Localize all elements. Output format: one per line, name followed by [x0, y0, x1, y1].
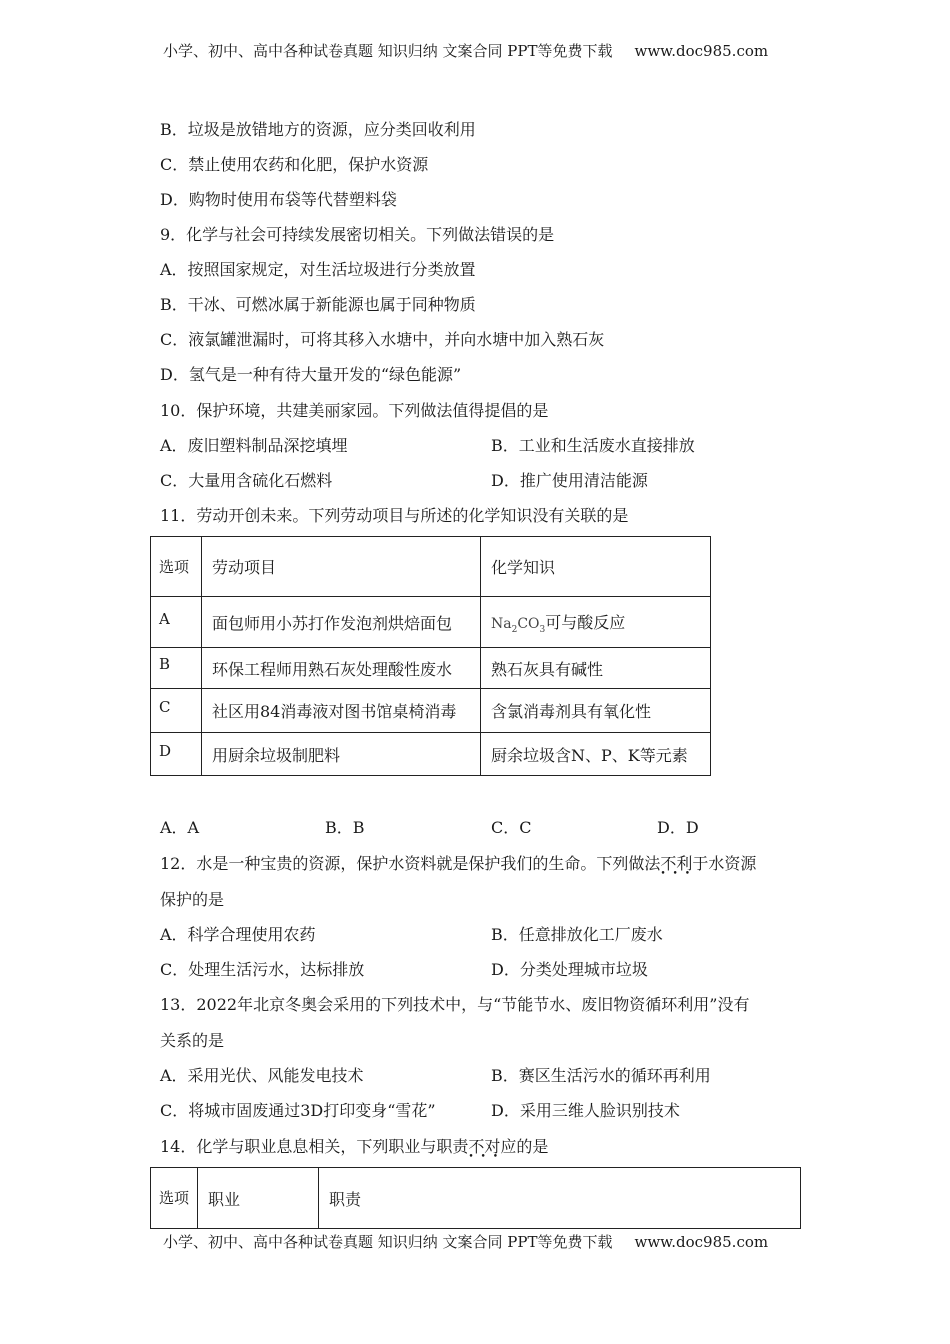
row-item: 社区用84消毒液对图书馆桌椅消毒 — [202, 689, 481, 733]
row-knowledge: 含氯消毒剂具有氧化性 — [481, 689, 711, 733]
row-item: 面包师用小苏打作发泡剂烘焙面包 — [202, 597, 481, 648]
header-text: 小学、初中、高中各种试卷真题 知识归纳 文案合同 PPT等免费下载 — [163, 42, 613, 60]
header-option: 选项 — [159, 557, 190, 576]
q9-option-a: A．按照国家规定，对生活垃圾进行分类放置 — [160, 260, 476, 279]
q12-stem: 12．水是一种宝贵的资源，保护水资料就是保护我们的生命。下列做法不利于 • • •水资源 — [160, 851, 756, 874]
row-item: 用厨余垃圾制肥料 — [202, 733, 481, 776]
table-header-cell: 职责 — [319, 1168, 801, 1229]
q12-option-c: C．处理生活污水，达标排放 — [160, 960, 365, 979]
table-row — [151, 648, 711, 689]
chem-formula: $Na_2CO_3$ — [491, 615, 546, 635]
table-header-row — [151, 537, 711, 597]
q8-option-c: C．禁止使用农药和化肥，保护水资源 — [160, 155, 429, 174]
q13-stem: 13．2022年北京冬奥会采用的下列技术中，与“节能节水、废旧物资循环利用”没有 — [160, 995, 750, 1014]
emphasis-text: 不对应 • • • — [468, 1134, 516, 1157]
header-labor: 劳动项目 — [212, 558, 277, 577]
table-header-cell: 职业 — [198, 1168, 319, 1229]
table-header-row — [151, 1168, 801, 1229]
row-option: D — [151, 733, 202, 776]
table-row — [151, 597, 711, 648]
q9-stem: 9．化学与社会可持续发展密切相关。下列做法错误的是 — [160, 225, 555, 244]
table-header-cell: 选项 — [151, 1168, 198, 1229]
q13-stem-line2: 关系的是 — [160, 1031, 225, 1050]
q14-table — [150, 1167, 801, 1229]
q9-option-d: D．氢气是一种有待大量开发的“绿色能源” — [160, 365, 462, 384]
row-knowledge: $Na_2CO_3$可与酸反应 — [481, 597, 711, 648]
q9-option-b: B．干冰、可燃冰属于新能源也属于同种物质 — [160, 295, 476, 314]
q10-option-c: C．大量用含硫化石燃料 — [160, 471, 333, 490]
row-item: 环保工程师用熟石灰处理酸性废水 — [202, 648, 481, 689]
header-knowledge: 化学知识 — [491, 558, 556, 577]
row-option: C — [151, 689, 202, 733]
q8-option-d: D．购物时使用布袋等代替塑料袋 — [160, 190, 397, 209]
q12-option-b: B．任意排放化工厂废水 — [491, 925, 663, 944]
q13-option-a: A．采用光伏、风能发电技术 — [160, 1066, 364, 1085]
q11-option-d: D．D — [657, 818, 699, 837]
q12-stem-line2: 保护的是 — [160, 890, 225, 909]
q13-option-c: C．将城市固废通过3D打印变身“雪花” — [160, 1101, 436, 1120]
q14-stem: 14．化学与职业息息相关，下列职业与职责不对应 • • •的是 — [160, 1134, 548, 1157]
q10-option-b: B．工业和生活废水直接排放 — [491, 436, 695, 455]
q11-option-b: B．B — [325, 818, 365, 837]
header-url[interactable]: www.doc985.com — [634, 42, 769, 60]
q10-option-a: A．废旧塑料制品深挖填埋 — [160, 436, 348, 455]
q9-option-c: C．液氯罐泄漏时，可将其移入水塘中，并向水塘中加入熟石灰 — [160, 330, 605, 349]
row-option: A — [151, 597, 202, 648]
page-footer — [163, 1231, 768, 1252]
q11-option-a: A．A — [160, 818, 200, 837]
q11-stem: 11．劳动开创未来。下列劳动项目与所述的化学知识没有关联的是 — [160, 506, 629, 525]
q10-option-d: D．推广使用清洁能源 — [491, 471, 648, 490]
row-option: B — [151, 648, 202, 689]
table-header-cell — [151, 537, 202, 597]
footer-text: 小学、初中、高中各种试卷真题 知识归纳 文案合同 PPT等免费下载 — [163, 1233, 613, 1251]
q12-option-a: A．科学合理使用农药 — [160, 925, 316, 944]
q12-option-d: D．分类处理城市垃圾 — [491, 960, 648, 979]
row-knowledge: 熟石灰具有碱性 — [481, 648, 711, 689]
table-row — [151, 689, 711, 733]
emphasis-text: 不利于 • • • — [660, 851, 708, 874]
q11-table — [150, 536, 711, 776]
q13-option-b: B．赛区生活污水的循环再利用 — [491, 1066, 711, 1085]
q11-option-c: C．C — [491, 818, 532, 837]
page-header — [163, 40, 768, 61]
table-header-cell — [202, 537, 481, 597]
q8-option-b: B．垃圾是放错地方的资源，应分类回收利用 — [160, 120, 476, 139]
row-knowledge: 厨余垃圾含N、P、K等元素 — [481, 733, 711, 776]
footer-url[interactable]: www.doc985.com — [634, 1233, 769, 1251]
table-row — [151, 733, 711, 776]
table-header-cell — [481, 537, 711, 597]
q10-stem: 10．保护环境，共建美丽家园。下列做法值得提倡的是 — [160, 401, 549, 420]
q13-option-d: D．采用三维人脸识别技术 — [491, 1101, 680, 1120]
